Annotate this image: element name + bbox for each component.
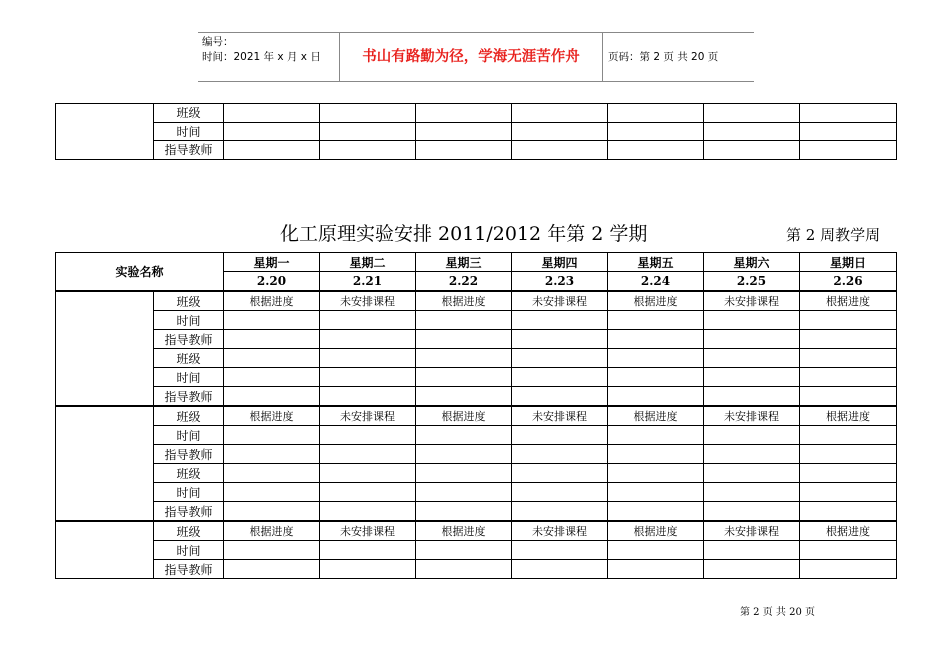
schedule-cell: 根据进度: [224, 291, 320, 311]
schedule-cell: [608, 445, 704, 464]
schedule-cell: [608, 349, 704, 368]
schedule-cell: [704, 464, 800, 483]
schedule-cell: [320, 368, 416, 387]
date-header: 2.23: [512, 272, 608, 292]
schedule-cell: [608, 311, 704, 330]
table-header-row: [56, 253, 897, 272]
table-row: [56, 330, 897, 349]
header-meta: [202, 35, 321, 65]
row-label-time: 时间: [154, 541, 224, 560]
day-header: 星期六: [704, 253, 800, 272]
schedule-cell: 未安排课程: [320, 291, 416, 311]
table-row: [56, 122, 897, 141]
schedule-cell: [224, 502, 320, 522]
date-header: 2.22: [416, 272, 512, 292]
day-header: 星期二: [320, 253, 416, 272]
schedule-cell: [512, 502, 608, 522]
schedule-cell: [704, 445, 800, 464]
table-row: [56, 560, 897, 579]
schedule-cell: [512, 368, 608, 387]
schedule-cell: [320, 387, 416, 407]
row-label-time: 时间: [154, 311, 224, 330]
date-header: 2.20: [224, 272, 320, 292]
table-row: [56, 483, 897, 502]
schedule-cell: [704, 330, 800, 349]
schedule-cell: 未安排课程: [512, 291, 608, 311]
header-motto: 书山有路勤为径，学海无涯苦作舟: [362, 48, 580, 65]
schedule-cell: 根据进度: [608, 521, 704, 541]
experiment-name-cell: [56, 291, 154, 406]
table-row: [56, 311, 897, 330]
page-footer: 第 2 页 共 20 页: [740, 607, 815, 618]
schedule-cell: [224, 445, 320, 464]
header-page-info: 页码：第 2 页 共 20 页: [608, 51, 719, 63]
schedule-cell: [704, 349, 800, 368]
day-header: 星期五: [608, 253, 704, 272]
schedule-cell: 未安排课程: [512, 406, 608, 426]
schedule-cell: 未安排课程: [704, 406, 800, 426]
schedule-cell: [512, 541, 608, 560]
date-header: 2.26: [800, 272, 897, 292]
schedule-cell: 未安排课程: [320, 406, 416, 426]
table-row: [56, 368, 897, 387]
schedule-cell: [608, 502, 704, 522]
row-label-class: 班级: [154, 349, 224, 368]
schedule-cell: 未安排课程: [512, 521, 608, 541]
row-label-time: 时间: [154, 122, 224, 141]
table-row: [56, 291, 897, 311]
schedule-cell: [224, 368, 320, 387]
schedule-cell: [224, 349, 320, 368]
row-label-class: 班级: [154, 521, 224, 541]
schedule-cell: [704, 483, 800, 502]
schedule-cell: 未安排课程: [320, 521, 416, 541]
schedule-cell: [800, 349, 897, 368]
schedule-cell: 根据进度: [608, 406, 704, 426]
schedule-cell: 根据进度: [800, 291, 897, 311]
row-label-time: 时间: [154, 426, 224, 445]
schedule-cell: [224, 426, 320, 445]
schedule-cell: [608, 483, 704, 502]
schedule-cell: 未安排课程: [704, 291, 800, 311]
date-header: 2.21: [320, 272, 416, 292]
experiment-name-cell: [56, 521, 154, 579]
table-row: [56, 445, 897, 464]
row-label-time: 时间: [154, 483, 224, 502]
schedule-cell: [704, 426, 800, 445]
schedule-cell: [320, 349, 416, 368]
schedule-cell: 未安排课程: [704, 521, 800, 541]
schedule-cell: [320, 311, 416, 330]
table-row: [56, 141, 897, 160]
schedule-cell: [608, 464, 704, 483]
schedule-cell: [416, 541, 512, 560]
row-label-teacher: 指导教师: [154, 387, 224, 407]
week-label: 第 2 周教学周: [786, 226, 881, 244]
schedule-cell: [224, 311, 320, 330]
schedule-cell: [416, 464, 512, 483]
table-row: [56, 406, 897, 426]
schedule-cell: [800, 541, 897, 560]
row-label-teacher: 指导教师: [154, 330, 224, 349]
schedule-cell: [800, 445, 897, 464]
schedule-cell: [320, 445, 416, 464]
table-row: [56, 502, 897, 522]
date-header: 2.24: [608, 272, 704, 292]
schedule-cell: [512, 464, 608, 483]
row-label-teacher: 指导教师: [154, 141, 224, 160]
schedule-cell: [416, 483, 512, 502]
schedule-cell: [416, 560, 512, 579]
row-label-class: 班级: [154, 406, 224, 426]
row-label-class: 班级: [154, 104, 224, 123]
experiment-name-header: 实验名称: [56, 253, 224, 292]
day-header: 星期三: [416, 253, 512, 272]
row-label-teacher: 指导教师: [154, 502, 224, 522]
schedule-cell: [800, 311, 897, 330]
schedule-cell: [416, 502, 512, 522]
schedule-cell: [224, 330, 320, 349]
schedule-cell: [224, 483, 320, 502]
schedule-cell: [512, 445, 608, 464]
serial-label: 编号：: [202, 36, 234, 48]
schedule-cell: [800, 387, 897, 407]
schedule-cell: 根据进度: [608, 291, 704, 311]
schedule-cell: [512, 560, 608, 579]
page-title: 化工原理实验安排 2011/2012 年第 2 学期: [280, 223, 648, 245]
schedule-cell: [608, 541, 704, 560]
schedule-cell: [320, 541, 416, 560]
schedule-cell: [608, 368, 704, 387]
schedule-cell: 根据进度: [416, 406, 512, 426]
schedule-cell: [512, 387, 608, 407]
schedule-cell: [416, 445, 512, 464]
schedule-cell: [224, 560, 320, 579]
schedule-cell: [800, 483, 897, 502]
schedule-cell: [512, 330, 608, 349]
day-header: 星期一: [224, 253, 320, 272]
schedule-cell: [512, 349, 608, 368]
schedule-cell: [416, 387, 512, 407]
previous-table-fragment: [55, 103, 897, 160]
schedule-cell: [608, 387, 704, 407]
time-label: 时间：2021 年 x 月 x 日: [202, 51, 321, 63]
schedule-cell: [320, 560, 416, 579]
schedule-cell: [800, 330, 897, 349]
schedule-cell: [704, 560, 800, 579]
schedule-cell: [800, 560, 897, 579]
schedule-cell: [704, 368, 800, 387]
table-row: [56, 349, 897, 368]
schedule-cell: [416, 349, 512, 368]
table-row: [56, 541, 897, 560]
schedule-cell: [512, 483, 608, 502]
schedule-cell: [320, 330, 416, 349]
table-row: [56, 464, 897, 483]
schedule-cell: 根据进度: [800, 406, 897, 426]
schedule-cell: [320, 426, 416, 445]
page-header: [198, 32, 754, 82]
schedule-cell: [704, 502, 800, 522]
row-label-teacher: 指导教师: [154, 560, 224, 579]
schedule-cell: [224, 387, 320, 407]
schedule-cell: 根据进度: [224, 406, 320, 426]
schedule-cell: [320, 502, 416, 522]
schedule-cell: [608, 426, 704, 445]
experiment-name-cell: [56, 406, 154, 521]
header-divider: [602, 33, 603, 81]
schedule-cell: [608, 560, 704, 579]
schedule-cell: [224, 464, 320, 483]
schedule-cell: [416, 368, 512, 387]
row-label-teacher: 指导教师: [154, 445, 224, 464]
schedule-cell: [320, 464, 416, 483]
experiment-name-cell: [56, 104, 154, 160]
schedule-cell: [704, 387, 800, 407]
schedule-cell: [608, 330, 704, 349]
row-label-class: 班级: [154, 464, 224, 483]
schedule-cell: [800, 426, 897, 445]
schedule-cell: [416, 426, 512, 445]
schedule-cell: [416, 311, 512, 330]
schedule-cell: [512, 426, 608, 445]
schedule-cell: [800, 502, 897, 522]
day-header: 星期四: [512, 253, 608, 272]
table-row: [56, 387, 897, 407]
schedule-cell: 根据进度: [800, 521, 897, 541]
schedule-cell: [800, 464, 897, 483]
schedule-cell: 根据进度: [224, 521, 320, 541]
schedule-cell: [704, 541, 800, 560]
row-label-class: 班级: [154, 291, 224, 311]
table-row: [56, 104, 897, 123]
day-header: 星期日: [800, 253, 897, 272]
schedule-cell: [800, 368, 897, 387]
table-row: [56, 521, 897, 541]
schedule-cell: [512, 311, 608, 330]
row-label-time: 时间: [154, 368, 224, 387]
schedule-table: [55, 252, 897, 579]
schedule-cell: [224, 541, 320, 560]
schedule-cell: [416, 330, 512, 349]
schedule-cell: [320, 483, 416, 502]
schedule-cell: 根据进度: [416, 291, 512, 311]
date-header: 2.25: [704, 272, 800, 292]
schedule-cell: 根据进度: [416, 521, 512, 541]
table-row: [56, 426, 897, 445]
schedule-cell: [704, 311, 800, 330]
